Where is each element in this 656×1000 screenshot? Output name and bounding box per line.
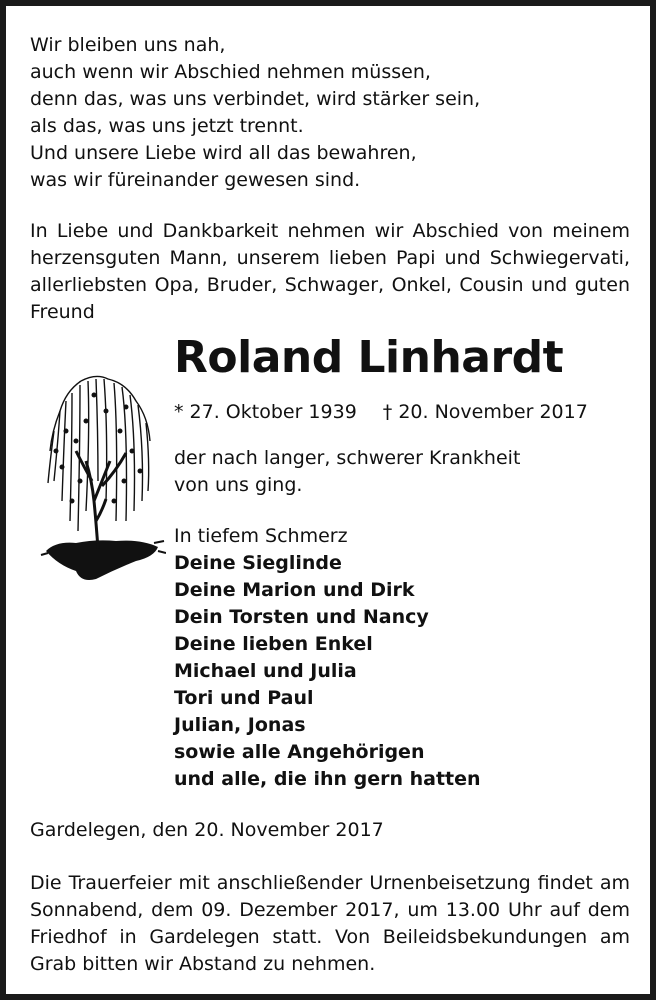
funeral-service-info: Die Trauerfeier mit anschließender Urnenbeisetzung findet am Sonnabend, dem 09. Dezember 2017, um 13.00 Uhr auf dem Friedhof in Gardelegen statt. Von Beileidsbekundungen am Grab bitten wir Abstand zu nehmen. xyxy=(30,872,630,975)
mourner: Michael und Julia xyxy=(174,660,357,682)
deceased-name: Roland Linhardt xyxy=(174,332,564,383)
illness-note xyxy=(174,445,520,499)
poem-line: was wir füreinander gewesen sind. xyxy=(30,169,361,191)
mourner: Tori und Paul xyxy=(174,687,314,709)
mourner: Dein Torsten und Nancy xyxy=(174,606,429,628)
illness-line: der nach langer, schwerer Krankheit xyxy=(174,447,521,469)
mourning-lead: In tiefem Schmerz xyxy=(174,525,348,547)
mourner: und alle, die ihn gern hatten xyxy=(174,768,481,790)
life-dates xyxy=(174,399,588,426)
poem-line: Und unsere Liebe wird all das bewahren, xyxy=(30,142,417,164)
mourner: Deine lieben Enkel xyxy=(174,633,373,655)
illness-line: von uns ging. xyxy=(174,474,303,496)
intro-text: In Liebe und Dankbarkeit nehmen wir Abschied von meinem herzensguten Mann, unserem lieben Papi und Schwiegervati, allerliebsten Opa, Bruder, Schwager, Onkel, Cousin und guten Freund xyxy=(30,220,630,323)
poem-line: auch wenn wir Abschied nehmen müssen, xyxy=(30,61,431,83)
mourner: Deine Sieglinde xyxy=(174,552,342,574)
weeping-willow-icon xyxy=(36,371,166,601)
birth-date: * 27. Oktober 1939 xyxy=(174,401,357,423)
mourner: sowie alle Angehörigen xyxy=(174,741,425,763)
place-date: Gardelegen, den 20. November 2017 xyxy=(30,819,384,841)
death-date: † 20. November 2017 xyxy=(382,401,588,423)
poem-line: denn das, was uns verbindet, wird stärker sein, xyxy=(30,88,481,110)
poem-line: Wir bleiben uns nah, xyxy=(30,34,226,56)
poem-line: als das, was uns jetzt trennt. xyxy=(30,115,304,137)
memorial-poem xyxy=(30,32,480,194)
mourner: Julian, Jonas xyxy=(174,714,306,736)
mourners-list xyxy=(174,523,481,793)
mourner: Deine Marion und Dirk xyxy=(174,579,415,601)
